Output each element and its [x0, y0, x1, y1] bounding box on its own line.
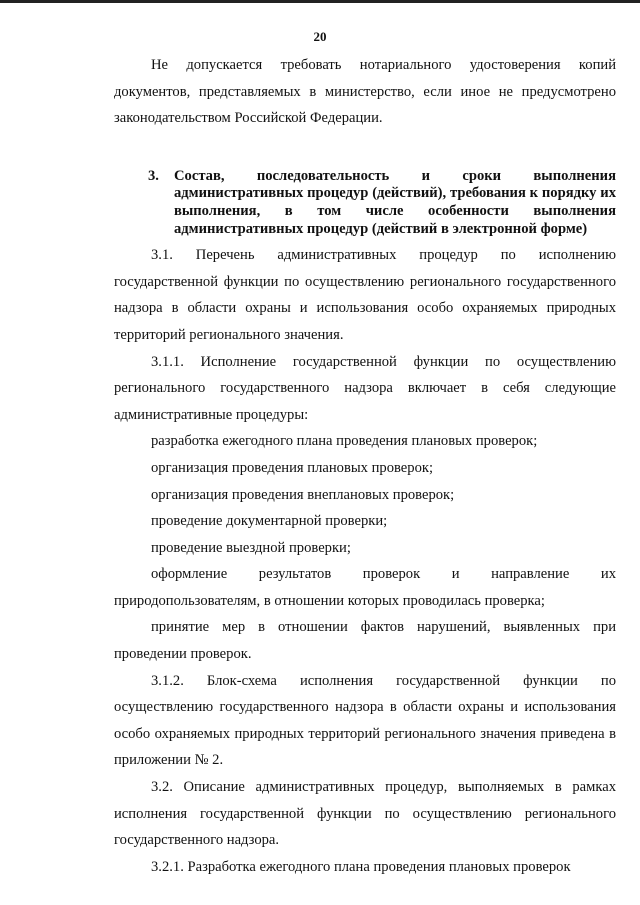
list-item: принятие мер в отношении фактов нарушений, выявленных при проведении проверок.	[114, 619, 616, 663]
list-item: проведение выездной проверки;	[151, 539, 351, 556]
paragraph-3-1: 3.1. Перечень административных процедур по исполнению государственной функции по осуществлению регионального государственного надзора в области охраны и использования особо охраняемых природных территорий регионального значения.	[114, 247, 616, 343]
page-number: 20	[313, 29, 327, 44]
list-item: проведение документарной проверки;	[151, 513, 388, 530]
top-border-line	[0, 0, 640, 3]
section-heading	[148, 168, 616, 238]
list-item: организация проведения внеплановых проверок;	[151, 486, 455, 503]
document-body	[114, 52, 616, 880]
section-number: 3.	[148, 167, 159, 184]
list-item: разработка ежегодного плана проведения плановых проверок;	[151, 433, 538, 450]
section-title: Состав, последовательность и сроки выполнения административных процедур (действий), требования к порядку их выполнения, в том числе особенности выполнения административных процедур (действий в электронной форме)	[174, 167, 616, 237]
list-item: организация проведения плановых проверок;	[151, 459, 434, 476]
list-item: оформление результатов проверок и направление их природопользователям, в отношении которых проводилась проверка;	[114, 566, 616, 609]
paragraph-notary: Не допускается требовать нотариального удостоверения копий документов, представляемых в министерство, если иное не предусмотрено законодательством Российской Федерации.	[114, 57, 616, 127]
paragraph-3-2: 3.2. Описание административных процедур, выполняемых в рамках исполнения государственной функции по осуществлению регионального государственного надзора.	[114, 779, 616, 849]
paragraph-3-1-1: 3.1.1. Исполнение государственной функции по осуществлению регионального государственного надзора включает в себя следующие административные процедуры:	[114, 353, 616, 423]
paragraph-3-1-2: 3.1.2. Блок-схема исполнения государственной функции по осуществлению государственного надзора в области охраны и использования особо охраняемых природных территорий регионального значения приведена в приложении № 2.	[114, 672, 616, 769]
paragraph-3-2-1: 3.2.1. Разработка ежегодного плана проведения плановых проверок	[151, 858, 571, 875]
